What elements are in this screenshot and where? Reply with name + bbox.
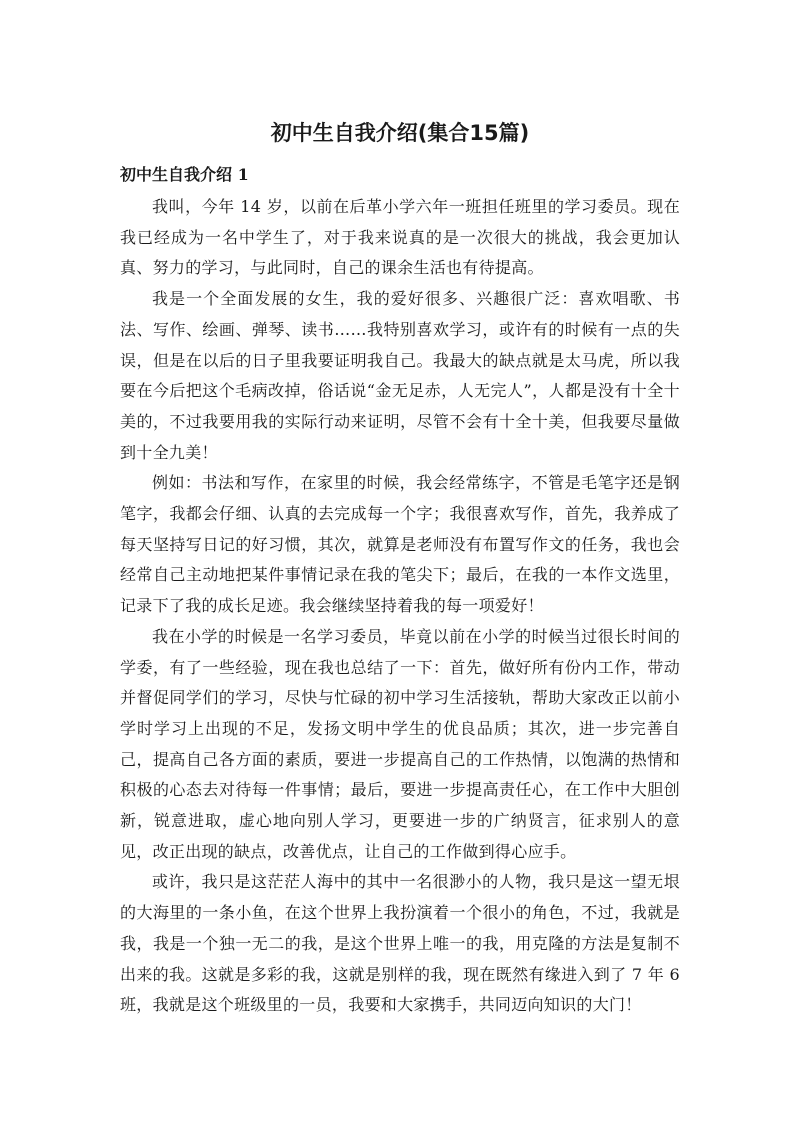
body-text [120, 192, 680, 1021]
paragraph-1: 我叫，今年 14 岁，以前在后革小学六年一班担任班里的学习委员。现在我已经成为一名中学生了，对于我来说真的是一次很大的挑战，我会更加认真、努力的学习，与此同时，自己的课余生活也有待提高。 [120, 197, 680, 278]
document-title: 初中生自我介绍(集合15篇) [270, 121, 530, 145]
paragraph-2: 我是一个全面发展的女生，我的爱好很多、兴趣很广泛：喜欢唱歌、书法、写作、绘画、弹琴、读书……我特别喜欢学习，或许有的时候有一点的失误，但是在以后的日子里我要证明我自己。我最大的缺点就是太马虎，所以我要在今后把这个毛病改掉，俗话说“金无足赤，人无完人”，人都是没有十全十美的，不过我要用我的实际行动来证明，尽管不会有十全十美，但我要尽量做到十全九美！ [120, 289, 680, 462]
section-heading: 初中生自我介绍 1 [120, 165, 249, 184]
paragraph-4: 我在小学的时候是一名学习委员，毕竟以前在小学的时候当过很长时间的学委，有了一些经验，现在我也总结了一下：首先，做好所有份内工作，带动并督促同学们的学习，尽快与忙碌的初中学习生活接轨，帮助大家改正以前小学时学习上出现的不足，发扬文明中学生的优良品质；其次，进一步完善自己，提高自己各方面的素质，要进一步提高自己的工作热情，以饱满的热情和积极的心态去对待每一件事情；最后，要进一步提高责任心，在工作中大胆创新，锐意进取，虚心地向别人学习，更要进一步的广纳贤言，征求别人的意见，改正出现的缺点，改善优点，让自己的工作做到得心应手。 [120, 626, 680, 861]
paragraph-5: 或许，我只是这茫茫人海中的其中一名很渺小的人物，我只是这一望无垠的大海里的一条小鱼，在这个世界上我扮演着一个很小的角色，不过，我就是我，我是一个独一无二的我，是这个世界上唯一的我，用克隆的方法是复制不出来的我。这就是多彩的我，这就是别样的我，现在既然有缘进入到了 7 年 6 班，我就是这个班级里的一员，我要和大家携手，共同迈向知识的大门！ [120, 872, 680, 1015]
paragraph-3: 例如：书法和写作，在家里的时候，我会经常练字，不管是毛笔字还是钢笔字，我都会仔细、认真的去完成每一个字；我很喜欢写作，首先，我养成了每天坚持写日记的好习惯，其次，就算是老师没有布置写作文的任务，我也会经常自己主动地把某件事情记录在我的笔尖下；最后，在我的一本作文选里，记录下了我的成长足迹。我会继续坚持着我的每一项爱好！ [120, 473, 680, 616]
